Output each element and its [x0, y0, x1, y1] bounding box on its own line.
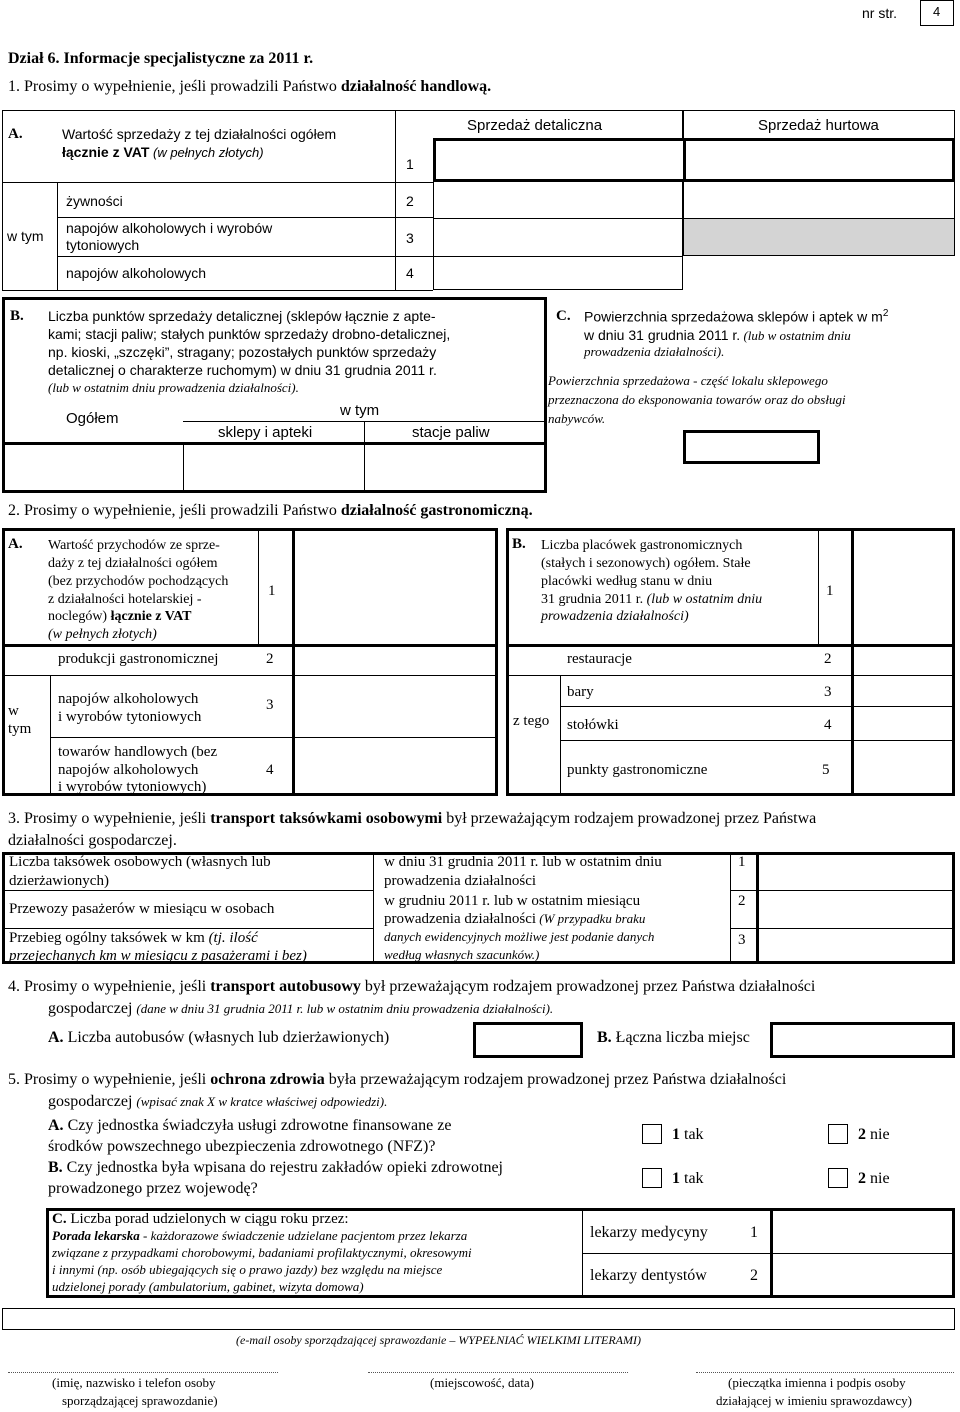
s3-mid: w grudniu 2011 r. lub w ostatnim miesiącu	[384, 893, 641, 909]
s1b-text: Liczba punktów sprzedaży detalicznej (sklepów łącznie z apte-	[48, 308, 436, 324]
s5-b-no: 2 nie	[858, 1170, 890, 1187]
s1b-fuel-input[interactable]	[366, 445, 544, 490]
retail-header: Sprzedaż detaliczna	[433, 110, 683, 182]
s2b-ztego: z tego	[513, 713, 550, 729]
s5-b-q1: B. Czy jednostka była wpisana do rejestru zakładów opieki zdrowotnej	[48, 1159, 503, 1176]
s2a-alc-num: 3	[266, 697, 274, 713]
s2b-text: placówki według stanu w dniu	[541, 574, 713, 589]
s2a-goods: i wyrobów tytoniowych)	[58, 779, 207, 795]
stamp-label: (pieczątka imienna i podpis osoby	[728, 1375, 906, 1390]
s1a-wholesale-food-input[interactable]	[683, 182, 955, 218]
s1c-line2: w dniu 31 grudnia 2011 r. (lub w ostatnim dniu	[584, 327, 851, 343]
s3-mid-it: według własnych szacunków.)	[384, 947, 540, 962]
s1a-row-label: żywności	[66, 193, 123, 209]
s2a-wtym: w	[8, 703, 19, 719]
s5-a-q2: środków powszechnego ubezpieczenia zdrowotnego (NFZ)?	[48, 1138, 436, 1155]
signature-name-label: (imię, nazwisko i telefon osoby	[52, 1375, 216, 1390]
s5c-def: i innymi (np. osób ubiegających się o prawo jazdy) bez względu na miejsce	[52, 1262, 443, 1277]
signature-name-label: sporządzającej sprawozdanie)	[62, 1393, 218, 1408]
s2b-rest-num: 2	[824, 651, 832, 667]
s1c-desc: przeznaczona do eksponowania towarów oraz do obsługi	[548, 392, 846, 407]
s2b-text-5: prowadzenia działalności)	[541, 609, 689, 624]
email-input[interactable]	[2, 1308, 955, 1330]
s3-intro: 3. Prosimy o wypełnienie, jeśli transport taksówkami osobowymi był przeważającym rodzajem prowadzonej przez Państwa	[8, 810, 817, 827]
s2b-letter: B.	[512, 536, 526, 552]
s1b-col-wtym: w tym	[340, 402, 380, 419]
s2a-text-6: (w pełnych złotych)	[48, 627, 157, 642]
s5-b-yes-checkbox[interactable]	[642, 1168, 662, 1188]
s1b-col-shops: sklepy i apteki	[218, 424, 313, 441]
s1a-row-label: napojów alkoholowych i wyrobów	[66, 220, 273, 236]
s3-row-label: Liczba taksówek osobowych (własnych lub	[9, 854, 271, 870]
s2a-letter: A.	[8, 536, 23, 552]
s1a-label-2: łącznie z VAT (w pełnych złotych)	[62, 144, 264, 160]
s5c-def: związane z przypadkami chorobowymi, badaniami profilaktycznymi, okresowymi	[52, 1245, 472, 1260]
s3-intro-2: działalności gospodarczej.	[8, 832, 177, 849]
email-label: (e-mail osoby sporządzającej sprawozdanie – WYPEŁNIAĆ WIELKIMI LITERAMI)	[236, 1333, 641, 1347]
s1c-desc: Powierzchnia sprzedażowa - część lokalu sklepowego	[548, 373, 828, 388]
s2b-points-num: 5	[822, 762, 830, 778]
s1a-row-label-2: tytoniowych	[66, 237, 140, 253]
s3-mid-4: prowadzenia działalności (W przypadku braku	[384, 911, 646, 927]
s2a-goods-num: 4	[266, 762, 274, 778]
s1b-text: np. kioski, „szczęki”, stragany; pozostałych punktów sprzedaży	[48, 344, 437, 360]
page-number-label: nr str.	[862, 5, 898, 21]
stamp-label: działającej w imieniu sprawozdawcy)	[716, 1393, 912, 1408]
s5c-doc-input[interactable]	[773, 1211, 952, 1252]
s2b-points: punkty gastronomiczne	[567, 762, 708, 778]
wholesale-header: Sprzedaż hurtowa	[683, 110, 955, 182]
s2b-canteens: stołówki	[567, 717, 619, 733]
s4-seats-input[interactable]	[770, 1022, 955, 1058]
s3-num: 3	[738, 932, 746, 948]
s1b-text: kami; stacji paliw; stałych punktów sprzedaży drobno-detalicznej,	[48, 326, 451, 342]
s5c-doc-num: 1	[750, 1224, 758, 1241]
s1c-area-input[interactable]	[683, 430, 820, 464]
s1b-col-total: Ogółem	[66, 410, 119, 427]
s5-a-no: 2 nie	[858, 1126, 890, 1143]
s5c-dent-input[interactable]	[773, 1255, 952, 1295]
s2b-text: (stałych i sezonowych) ogółem. Stałe	[541, 556, 751, 571]
s5-intro: 5. Prosimy o wypełnienie, jeśli ochrona zdrowia była przeważającym rodzajem prowadzonej przez Państwa działalności	[8, 1071, 787, 1088]
s5c-dent-num: 2	[750, 1267, 758, 1284]
s3-mid-it: danych ewidencyjnych możliwe jest podanie danych	[384, 929, 655, 944]
s1c-desc: nabywców.	[548, 411, 606, 426]
s2a-text: Wartość przychodów ze sprze-	[48, 538, 220, 553]
s3-taxi-count-input[interactable]	[759, 855, 952, 889]
s1a-row-label: napojów alkoholowych	[66, 265, 207, 281]
s2a-prod-num: 2	[266, 651, 274, 667]
s5-b-no-checkbox[interactable]	[828, 1168, 848, 1188]
s4-intro: 4. Prosimy o wypełnienie, jeśli transport autobusowy był przeważającym rodzajem prowadzonej przez Państwa działalności	[8, 978, 816, 995]
s1a-row1-num: 1	[406, 156, 414, 172]
s1a-row-num: 4	[406, 265, 414, 281]
s2b-text: Liczba placówek gastronomicznych	[541, 538, 743, 553]
page-number-box	[920, 0, 954, 26]
s1c-title: Powierzchnia sprzedażowa sklepów i aptek w $m^2$	[584, 308, 889, 325]
s2a-total-input[interactable]	[295, 531, 495, 642]
s1b-total-input[interactable]	[5, 445, 182, 490]
s3-mid: w dniu 31 grudnia 2011 r. lub w ostatnim dniu	[384, 854, 662, 870]
s3-mid: prowadzenia działalności	[384, 873, 537, 889]
s5-intro-2: gospodarczej (wpisać znak X w kratce właściwej odpowiedzi).	[48, 1093, 388, 1110]
s3-row-label-3: Przebieg ogólny taksówek w km (tj. ilość	[9, 930, 258, 946]
s2a-text-5: noclegów) łącznie z VAT	[48, 609, 192, 624]
s2a-text: z działalności hotelarskiej -	[48, 592, 202, 607]
s2b-bars: bary	[567, 684, 594, 700]
s4-a-label: A. Liczba autobusów (własnych lub dzierżawionych)	[48, 1029, 390, 1046]
s1a-letter: A.	[8, 126, 23, 142]
s5c-title: C. Liczba porad udzielonych w ciągu roku przez:	[52, 1211, 349, 1227]
s2a-goods: napojów alkoholowych	[58, 762, 199, 778]
page-title: Dział 6. Informacje specjalistyczne za 2011 r.	[8, 50, 314, 67]
s2b-bars-num: 3	[824, 684, 832, 700]
s2a-wtym: tym	[8, 721, 32, 737]
s5c-def: udzielonej porady (ambulatorium, gabinet, wizyta domowa)	[52, 1279, 364, 1294]
s5-a-no-checkbox[interactable]	[828, 1124, 848, 1144]
s1a-retail-inputs[interactable]	[433, 182, 683, 290]
s5c-doc: lekarzy medycyny	[590, 1224, 708, 1241]
s1a-row-num: 3	[406, 230, 414, 246]
s1a-row-num: 2	[406, 193, 414, 209]
s2b-num: 1	[826, 583, 834, 599]
page-number: 4	[933, 4, 941, 19]
s3-passengers-input[interactable]	[759, 891, 952, 927]
s1b-shops-input[interactable]	[185, 445, 363, 490]
s2a-alc: napojów alkoholowych	[58, 691, 199, 707]
s5-b-q2: prowadzonego przez wojewodę?	[48, 1180, 258, 1197]
s2a-num: 1	[268, 583, 276, 599]
s2-intro: 2. Prosimy o wypełnienie, jeśli prowadzili Państwo działalność gastronomiczną.	[8, 502, 533, 519]
s5-a-yes: 1 tak	[672, 1126, 704, 1143]
s3-mileage-input[interactable]	[759, 929, 952, 961]
s4-bus-count-input[interactable]	[473, 1022, 583, 1058]
s2b-total-input[interactable]	[854, 531, 952, 642]
s1-intro: 1. Prosimy o wypełnienie, jeśli prowadzili Państwo działalność handlową.	[8, 78, 492, 95]
s2b-canteens-num: 4	[824, 717, 832, 733]
s1b-text: detalicznej o charakterze ruchomym) w dniu 31 grudnia 2011 r.	[48, 362, 437, 378]
s2b-rest: restauracje	[567, 651, 632, 667]
s3-num: 1	[738, 854, 746, 870]
s1c-line3: prowadzenia działalności).	[584, 344, 725, 359]
s1a-label: Wartość sprzedaży z tej działalności ogółem	[62, 126, 337, 142]
place-date-label: (miejscowość, data)	[430, 1375, 534, 1390]
s2a-goods: towarów handlowych (bez	[58, 744, 218, 760]
s2a-alc: i wyrobów tytoniowych	[58, 709, 202, 725]
s1a-wtym: w tym	[7, 228, 44, 244]
s4-intro-2: gospodarczej (dane w dniu 31 grudnia 2011 r. lub w ostatnim dniu prowadzenia działalności).	[48, 1000, 554, 1017]
s1a-total-input[interactable]	[433, 138, 955, 182]
s3-row-label: Przewozy pasażerów w miesiącu w osobach	[9, 901, 275, 917]
s1a-wholesale-disabled	[683, 218, 955, 256]
s5-b-yes: 1 tak	[672, 1170, 704, 1187]
s2a-prod-label: produkcji gastronomicznej	[58, 651, 219, 667]
s2a-text: (bez przychodów pochodzących	[48, 574, 229, 589]
s5c-def: Porada lekarska - każdorazowe świadczenie udzielane pacjentom przez lekarza	[52, 1228, 468, 1243]
s4-b-label: B. Łączna liczba miejsc	[597, 1029, 750, 1046]
s3-num: 2	[738, 893, 746, 909]
s1b-letter: B.	[10, 308, 24, 324]
s2a-text: daży z tej działalności ogółem	[48, 556, 218, 571]
s5-a-q1: A. Czy jednostka świadczyła usługi zdrowotne finansowane ze	[48, 1117, 452, 1134]
s3-row-label: dzierżawionych)	[9, 873, 109, 889]
s1c-letter: C.	[556, 308, 571, 324]
s2b-text-4: 31 grudnia 2011 r. (lub w ostatnim dniu	[541, 592, 763, 607]
s5c-dent: lekarzy dentystów	[590, 1267, 707, 1284]
s5-a-yes-checkbox[interactable]	[642, 1124, 662, 1144]
s3-row-label-3b: przejechanych km w miesiącu z pasażerami i bez)	[9, 948, 307, 964]
s1b-note: (lub w ostatnim dniu prowadzenia działalności).	[48, 380, 299, 395]
s1b-col-fuel: stacje paliw	[412, 424, 490, 441]
